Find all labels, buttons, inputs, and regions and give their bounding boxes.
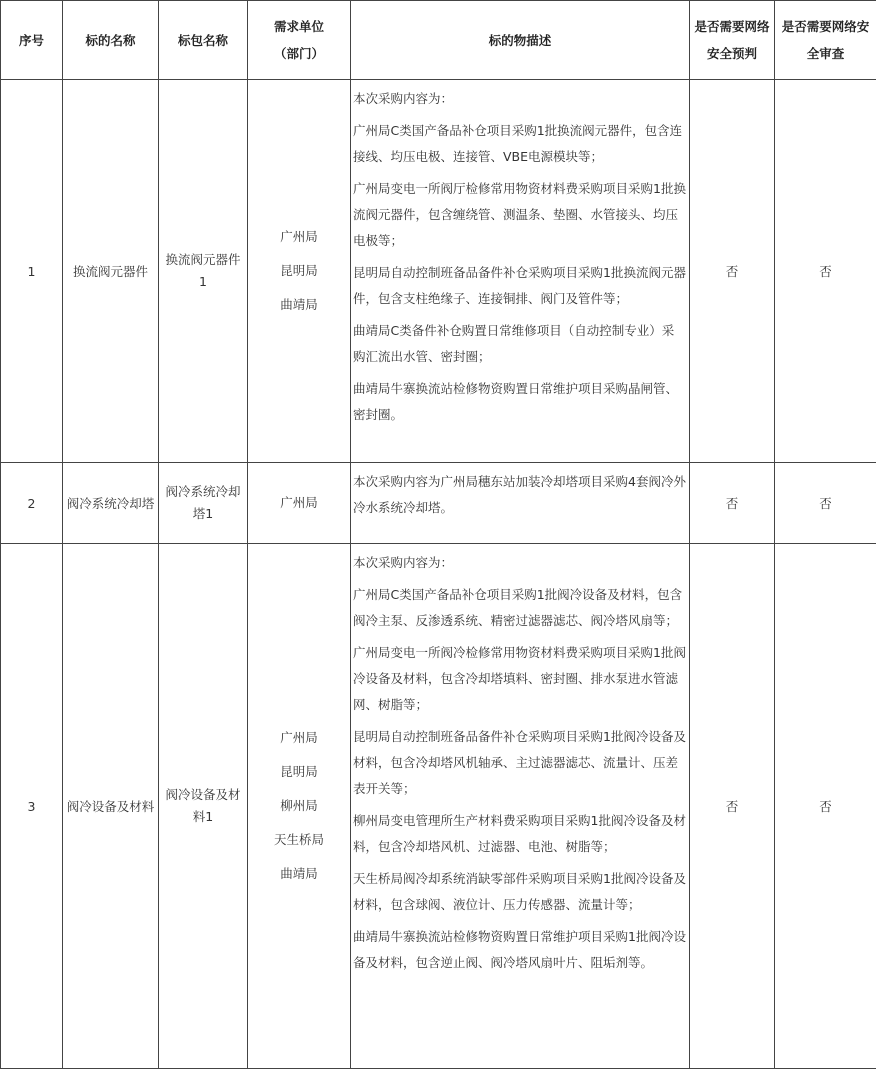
description-paragraph: 广州局变电一所阀冷检修常用物资材料费采购项目采购1批阀冷设备及材料，包含冷却塔填料、密封圈、排水泵进水管滤网、树脂等； xyxy=(353,640,686,718)
description-paragraph: 广州局变电一所阀厅检修常用物资材料费采购项目采购1批换流阀元器件，包含缠绕管、测温条、垫圈、水管接头、均压电极等； xyxy=(353,176,686,254)
cell-demand-units xyxy=(248,544,351,1069)
package-name-line1: 换流阀元器件 xyxy=(163,249,243,271)
cell-target-name: 阀冷设备及材料 xyxy=(63,544,159,1069)
header-security-review xyxy=(775,1,876,80)
package-name-line2: 塔1 xyxy=(163,503,243,525)
cell-target-name: 阀冷系统冷却塔 xyxy=(63,463,159,544)
unit-item: 柳州局 xyxy=(248,789,350,823)
cell-security-prejudge: 否 xyxy=(690,544,775,1069)
description-paragraph: 曲靖局C类备件补仓购置日常维修项目（自动控制专业）采购汇流出水管、密封圈； xyxy=(353,318,686,370)
description-paragraph: 昆明局自动控制班备品备件补仓采购项目采购1批阀冷设备及材料，包含冷却塔风机轴承、主过滤器滤芯、流量计、压差表开关等； xyxy=(353,724,686,802)
package-name-line2: 料1 xyxy=(163,806,243,828)
cell-security-review: 否 xyxy=(775,544,876,1069)
cell-demand-units xyxy=(248,463,351,544)
description-paragraph: 曲靖局牛寨换流站检修物资购置日常维护项目采购1批阀冷设备及材料，包含逆止阀、阀冷塔风扇叶片、阻垢剂等。 xyxy=(353,924,686,976)
cell-security-review: 否 xyxy=(775,463,876,544)
cell-seq: 1 xyxy=(1,80,63,463)
unit-item: 天生桥局 xyxy=(248,823,350,857)
description-paragraph: 昆明局自动控制班备品备件补仓采购项目采购1批换流阀元器件，包含支柱绝缘子、连接铜排、阀门及管件等； xyxy=(353,260,686,312)
cell-security-review: 否 xyxy=(775,80,876,463)
unit-item: 昆明局 xyxy=(248,254,350,288)
description-paragraph: 本次采购内容为： xyxy=(353,86,686,112)
header-package-name: 标包名称 xyxy=(159,1,248,80)
unit-item: 广州局 xyxy=(248,220,350,254)
package-name-line2: 1 xyxy=(163,271,243,293)
cell-description xyxy=(351,463,690,544)
cell-security-prejudge: 否 xyxy=(690,463,775,544)
cell-package-name xyxy=(159,463,248,544)
cell-security-prejudge: 否 xyxy=(690,80,775,463)
cell-description xyxy=(351,544,690,1069)
table-row xyxy=(1,544,876,1069)
description-paragraph: 本次采购内容为： xyxy=(353,550,686,576)
cell-package-name xyxy=(159,80,248,463)
header-demand-unit xyxy=(248,1,351,80)
package-name-line1: 阀冷设备及材 xyxy=(163,784,243,806)
package-name-line1: 阀冷系统冷却 xyxy=(163,481,243,503)
header-security-prejudge-line1: 是否需要网络 xyxy=(690,13,774,40)
table-row xyxy=(1,80,876,463)
cell-seq: 2 xyxy=(1,463,63,544)
header-target-name: 标的名称 xyxy=(63,1,159,80)
header-description: 标的物描述 xyxy=(351,1,690,80)
description-paragraph: 曲靖局牛寨换流站检修物资购置日常维护项目采购晶闸管、密封圈。 xyxy=(353,376,686,428)
cell-seq: 3 xyxy=(1,544,63,1069)
table-row xyxy=(1,463,876,544)
header-row xyxy=(1,1,876,80)
description-paragraph: 广州局C类国产备品补仓项目采购1批换流阀元器件，包含连接线、均压电极、连接管、VBE电源模块等； xyxy=(353,118,686,170)
header-seq: 序号 xyxy=(1,1,63,80)
cell-description xyxy=(351,80,690,463)
unit-item: 曲靖局 xyxy=(248,857,350,891)
description-paragraph: 天生桥局阀冷却系统消缺零部件采购项目采购1批阀冷设备及材料，包含球阀、液位计、压力传感器、流量计等； xyxy=(353,866,686,918)
unit-item: 广州局 xyxy=(248,721,350,755)
header-security-review-line2: 全审查 xyxy=(775,40,876,67)
description-paragraph: 广州局C类国产备品补仓项目采购1批阀冷设备及材料，包含阀冷主泵、反渗透系统、精密过滤器滤芯、阀冷塔风扇等； xyxy=(353,582,686,634)
header-demand-unit-line2: （部门） xyxy=(248,40,350,67)
unit-item: 昆明局 xyxy=(248,755,350,789)
description-paragraph: 柳州局变电管理所生产材料费采购项目采购1批阀冷设备及材料，包含冷却塔风机、过滤器、电池、树脂等； xyxy=(353,808,686,860)
unit-item: 广州局 xyxy=(248,486,350,520)
header-demand-unit-line1: 需求单位 xyxy=(248,13,350,40)
cell-demand-units xyxy=(248,80,351,463)
unit-item: 曲靖局 xyxy=(248,288,350,322)
cell-package-name xyxy=(159,544,248,1069)
description-paragraph: 本次采购内容为广州局穗东站加装冷却塔项目采购4套阀冷外冷水系统冷却塔。 xyxy=(353,469,686,521)
header-security-review-line1: 是否需要网络安 xyxy=(775,13,876,40)
cell-target-name: 换流阀元器件 xyxy=(63,80,159,463)
header-security-prejudge xyxy=(690,1,775,80)
header-security-prejudge-line2: 安全预判 xyxy=(690,40,774,67)
